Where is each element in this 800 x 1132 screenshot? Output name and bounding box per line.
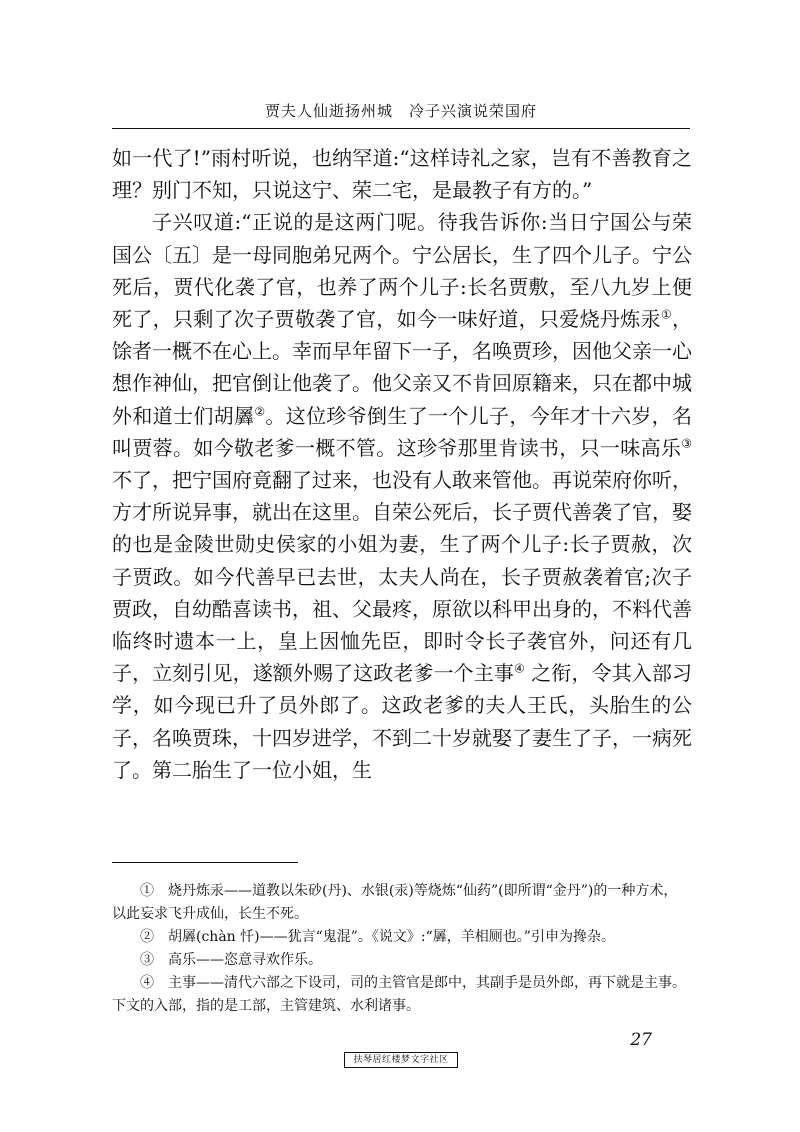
paragraph-2 (112, 206, 692, 786)
footnote-1: ① 烧丹炼汞——道教以朱砂(丹)、水银(汞)等烧炼“仙药”(即所谓“金丹”)的一种方术，以此妄求飞升成仙，长生不死。 (112, 883, 678, 922)
footnote-2: ② 胡羼(chàn 忏)——犹言“鬼混”。《说文》:“羼，羊相厕也。”引申为搀杂。 (140, 929, 615, 945)
footnotes (112, 880, 690, 1018)
footnote-ref-3: ③ (681, 436, 692, 451)
body-text (112, 142, 692, 786)
footnote-ref-5: 〔五〕 (152, 242, 212, 267)
paragraph-2-text-a: 子兴叹道:“正说的是这两门呢。待我告诉你:当日宁国公与荣国公 (112, 210, 692, 267)
header-rule (112, 128, 690, 129)
paragraph-2-text-b: 是一母同胞弟兄两个。宁公居长，生了四个儿子。宁公死后，贾代化袭了官，也养了两个儿子:长名贾敷，至八九岁上便死了，只剩了次子贾敬袭了官，如今一味好道，只爱烧丹炼汞 (112, 242, 692, 332)
running-header: 贾夫人仙逝扬州城 冷子兴演说荣国府 (264, 102, 537, 120)
footnote-4: ④ 主事——清代六部之下设司，司的主管官是郎中，其副手是员外郎，再下就是主事。下文的入部，指的是工部，主管建筑、水利诸事。 (112, 975, 686, 1014)
source-stamp: 扶琴居红楼梦文字社区 (344, 1052, 458, 1068)
footnote-rule (112, 862, 298, 863)
paragraph-2-text-d: 。这位珍爷倒生了一个儿子，今年才十六岁，名叫贾蓉。如今敬老爹一概不管。这珍爷那里肯读书，只一味高乐 (112, 403, 693, 460)
paragraph-2-text-c: ，馀者一概不在心上。幸而早年留下一子，名唤贾珍，因他父亲一心想作神仙，把官倒让他袭了。他父亲又不肯回原籍来，只在都中城外和道士们胡羼 (112, 307, 692, 428)
footnote-ref-1: ① (660, 307, 672, 322)
paragraph-2-text-e: 不了，把宁国府竟翻了过来，也没有人敢来管他。再说荣府你听，方才所说异事，就出在这里。自荣公死后，长子贾代善袭了官，娶的也是金陵世勋史侯家的小姐为妻，生了两个儿子:长子贾赦，次子贾政。如今代善早已去世，太夫人尚在，长子贾赦袭着官;次子贾政，自幼酷喜读书，祖、父最疼，原欲以科甲出身的，不料代善临终时遗本一上，皇上因恤先臣，即时令长子袭官外，问还有几子，立刻引见，遂额外赐了这政老爹一个主事 (112, 468, 692, 686)
page-number: 27 (630, 1030, 652, 1050)
footnote-ref-2: ② (254, 403, 266, 418)
paragraph-1: 如一代了!”雨村听说，也纳罕道:“这样诗礼之家，岂有不善教育之理？别门不知，只说这宁、荣二宅，是最教子有方的。” (112, 146, 692, 203)
paragraph-2-text-f: 之衔，令其入部习学，如今现已升了员外郎了。这政老爹的夫人王氏，头胎生的公子，名唤贾珠，十四岁进学，不到二十岁就娶了妻生了子，一病死了。第二胎生了一位小姐，生 (112, 661, 692, 782)
footnote-ref-4: ④ (513, 661, 525, 676)
footnote-3: ③ 高乐——恣意寻欢作乐。 (140, 952, 322, 968)
